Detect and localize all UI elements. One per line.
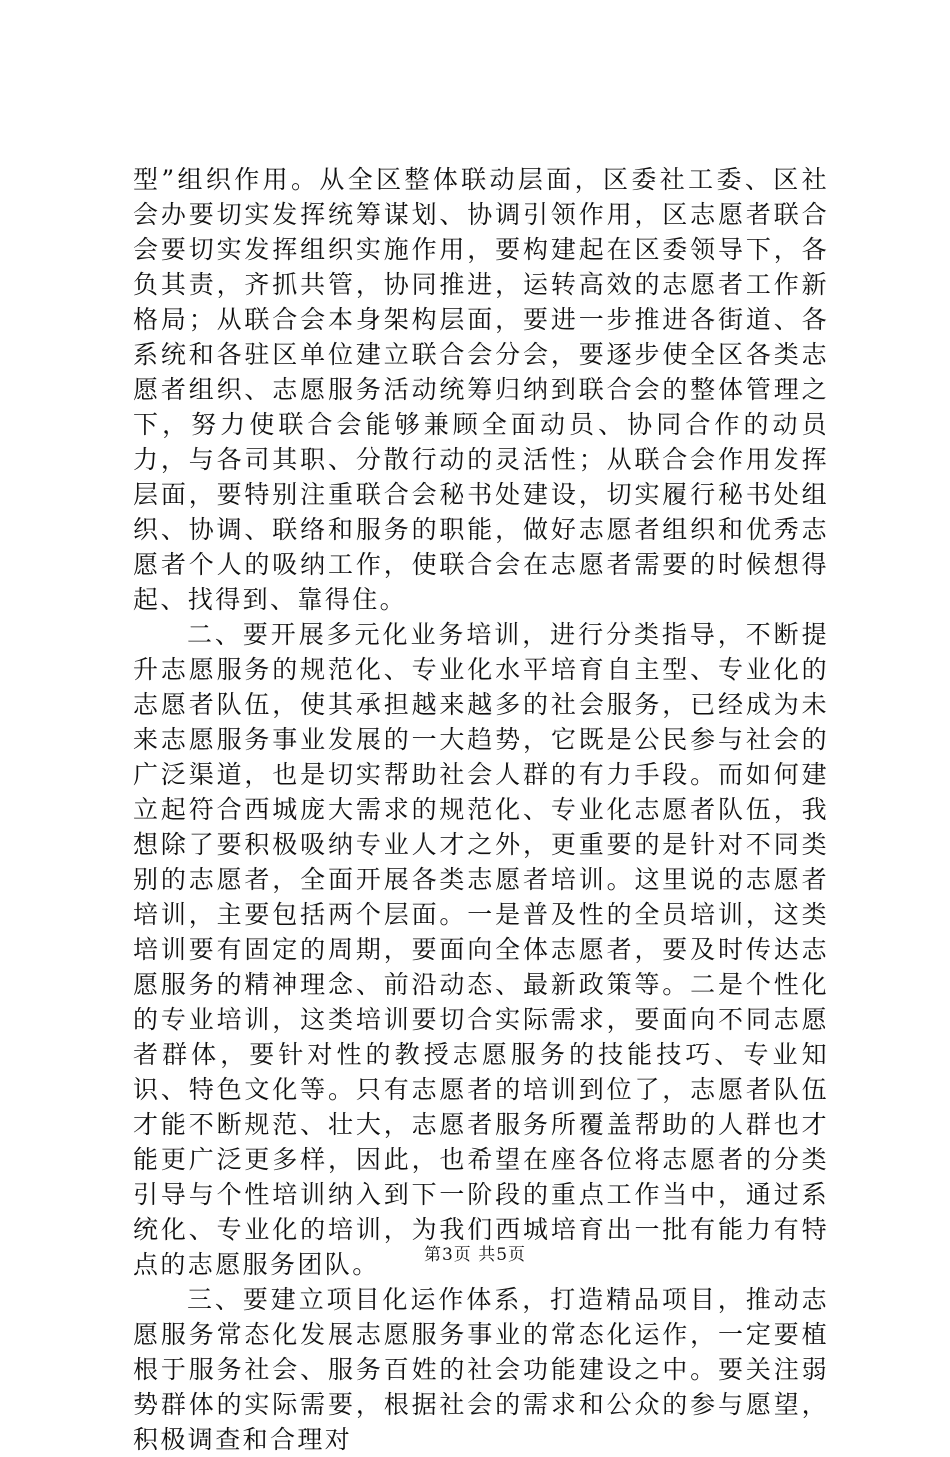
paragraph-continuation: 型”组织作用。从全区整体联动层面，区委社工委、区社会办要切实发挥统筹谋划、协调引领作用，区志愿者联合会要切实发挥组织实施作用，要构建起在区委领导下，各负其责，齐抓共管，协同推进，运转高效的志愿者工作新格局；从联合会本身架构层面，要进一步推进各街道、各系统和各驻区单位建立联合会分会，要逐步使全区各类志愿者组织、志愿服务活动统筹归纳到联合会的整体管理之下，努力使联合会能够兼顾全面动员、协同合作的动员力，与各司其职、分散行动的灵活性；从联合会作用发挥层面，要特别注重联合会秘书处建设，切实履行秘书处组织、协调、联络和服务的职能，做好志愿者组织和优秀志愿者个人的吸纳工作，使联合会在志愿者需要的时候想得起、找得到、靠得住。: [133, 165, 829, 614]
paragraph-section-three: 三、要建立项目化运作体系，打造精品项目，推动志愿服务常态化发展志愿服务事业的常态化运作，一定要植根于服务社会、服务百姓的社会功能建设之中。要关注弱势群体的实际需要，根据社会的需求和公众的参与愿望，积极调查和合理对: [133, 1285, 829, 1454]
paragraph-section-two: 二、要开展多元化业务培训，进行分类指导，不断提升志愿服务的规范化、专业化水平培育自主型、专业化的志愿者队伍，使其承担越来越多的社会服务，已经成为未来志愿服务事业发展的一大趋势，它既是公民参与社会的广泛渠道，也是切实帮助社会人群的有力手段。而如何建立起符合西城庞大需求的规范化、专业化志愿者队伍，我想除了要积极吸纳专业人才之外，更重要的是针对不同类别的志愿者，全面开展各类志愿者培训。这里说的志愿者培训，主要包括两个层面。一是普及性的全员培训，这类培训要有固定的周期，要面向全体志愿者，要及时传达志愿服务的精神理念、前沿动态、最新政策等。二是个性化的专业培训，这类培训要切合实际需求，要面向不同志愿者群体，要针对性的教授志愿服务的技能技巧、专业知识、特色文化等。只有志愿者的培训到位了，志愿者队伍才能不断规范、壮大，志愿者服务所覆盖帮助的人群也才能更广泛更多样，因此，也希望在座各位将志愿者的分类引导与个性培训纳入到下一阶段的重点工作当中，通过系统化、专业化的培训，为我们西城培育出一批有能力有特点的志愿服务团队。: [133, 620, 829, 1279]
page-number-footer: 第3页 共5页: [423, 1245, 527, 1265]
